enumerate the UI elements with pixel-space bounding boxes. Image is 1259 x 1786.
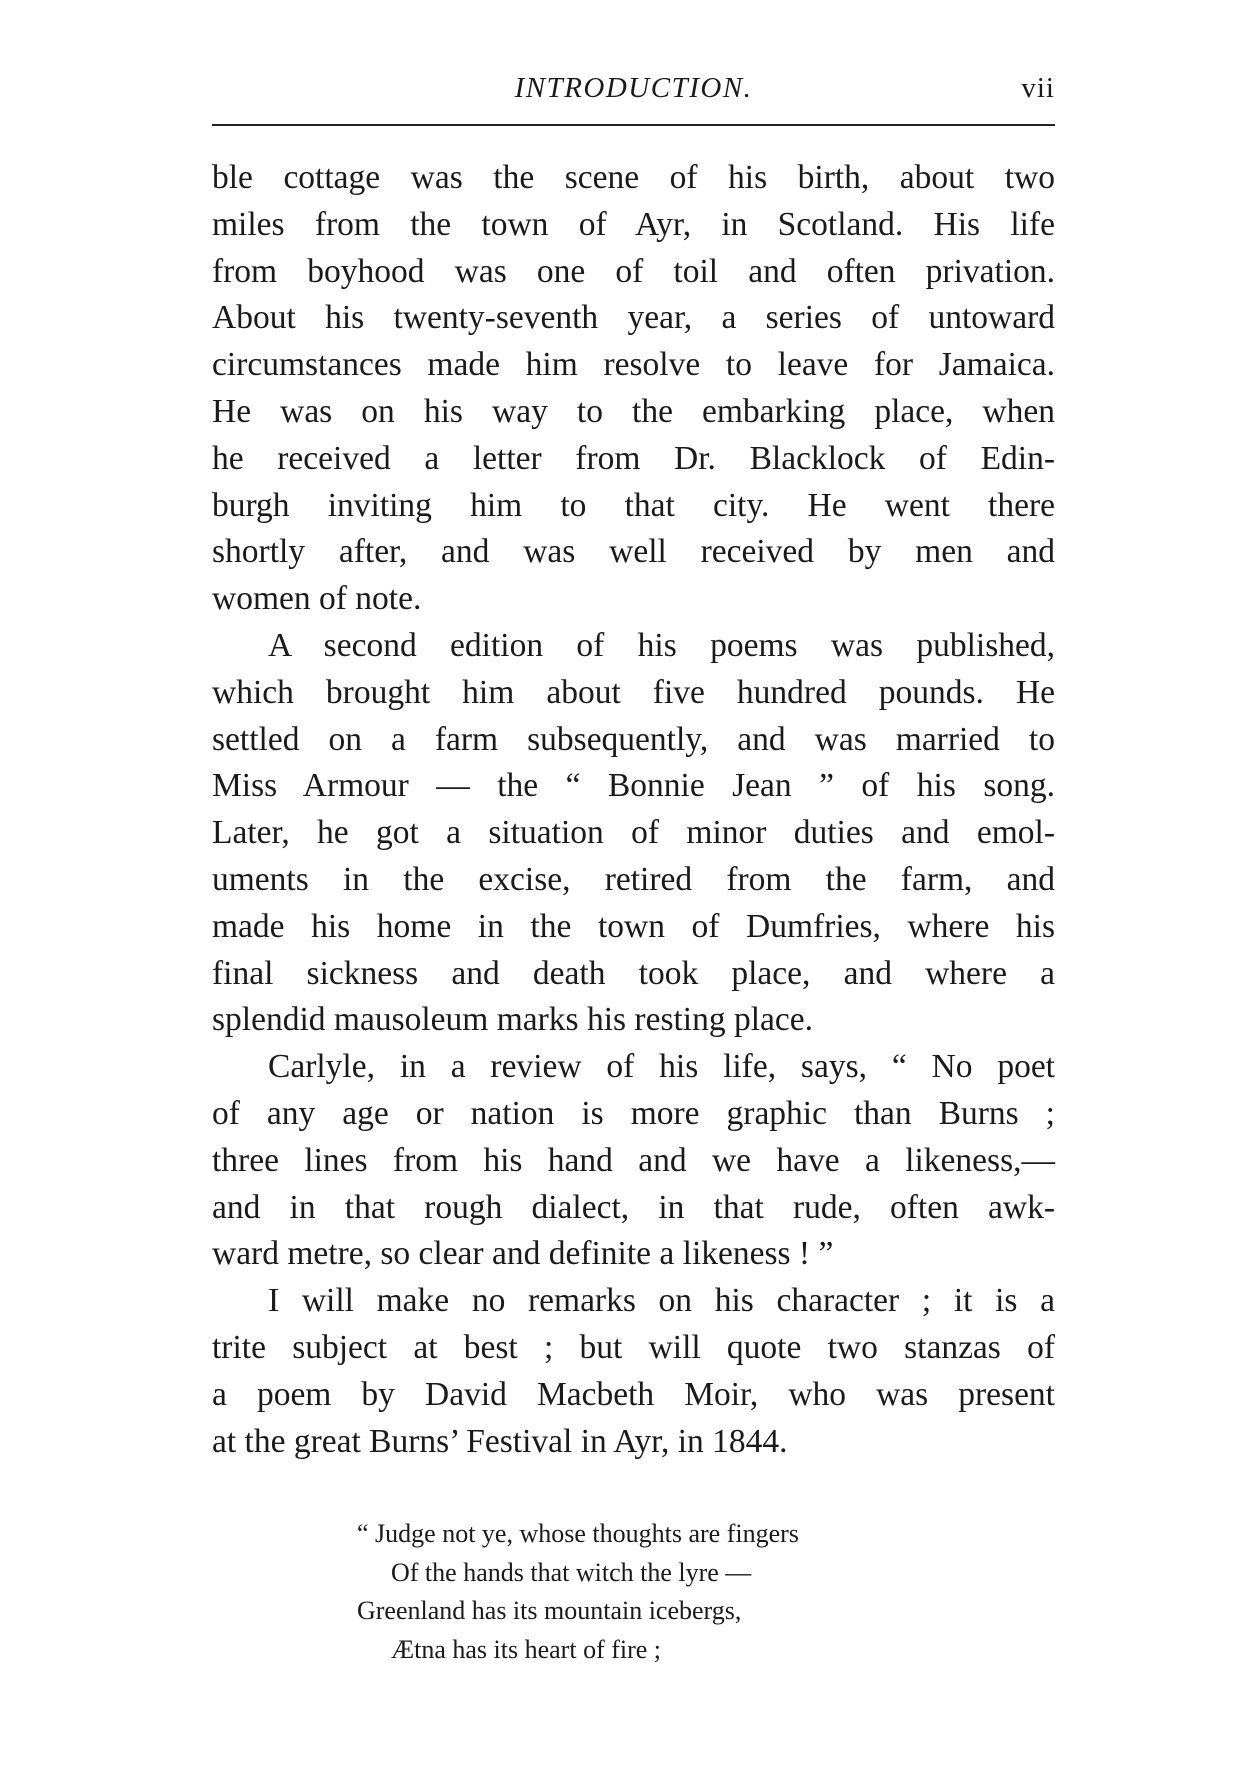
text-line: of any age or nation is more graphic than Burns ; (212, 1094, 1055, 1132)
text-line: Miss Armour — the “ Bonnie Jean ” of his song. (212, 767, 1055, 805)
poem-line: Of the hands that witch the lyre — (391, 1557, 752, 1587)
text-line: He was on his way to the embarking place, when (212, 392, 1055, 430)
paragraph-1 (212, 155, 1055, 623)
text-line: made his home in the town of Dumfries, where his (212, 907, 1055, 945)
paragraph-2 (212, 623, 1055, 1044)
poem-line: “ Judge not ye, whose thoughts are fingers (357, 1519, 799, 1548)
text-line: at the great Burns’ Festival in Ayr, in 1844. (212, 1422, 788, 1460)
header-rule (212, 124, 1055, 126)
text-line: a poem by David Macbeth Moir, who was present (212, 1375, 1055, 1413)
text-line: settled on a farm subsequently, and was married to (212, 720, 1055, 758)
text-line: women of note. (212, 580, 422, 618)
text-line: burgh inviting him to that city. He went there (212, 486, 1055, 524)
text-line: I will make no remarks on his character ; it is a (268, 1282, 1055, 1320)
text-line: three lines from his hand and we have a likeness,— (212, 1141, 1055, 1179)
poem-line: Ætna has its heart of fire ; (391, 1634, 662, 1664)
text-line: which brought him about five hundred pounds. He (212, 673, 1055, 711)
text-line: uments in the excise, retired from the farm, and (212, 860, 1055, 898)
text-line: Later, he got a situation of minor duties and emol- (212, 814, 1055, 852)
text-line: Carlyle, in a review of his life, says, “ No poet (268, 1048, 1055, 1086)
text-line: miles from the town of Ayr, in Scotland. His life (212, 205, 1055, 243)
text-line: shortly after, and was well received by men and (212, 533, 1055, 571)
text-line: circumstances made him resolve to leave for Jamaica. (212, 346, 1055, 384)
text-line: A second edition of his poems was published, (268, 626, 1055, 664)
text-line: from boyhood was one of toil and often privation. (212, 252, 1055, 290)
text-line: ward metre, so clear and definite a likeness ! ” (212, 1235, 834, 1273)
text-line: he received a letter from Dr. Blacklock of Edin- (212, 439, 1055, 477)
paragraph-4 (212, 1278, 1055, 1465)
text-line: and in that rough dialect, in that rude, often awk- (212, 1188, 1055, 1226)
text-line: final sickness and death took place, and where a (212, 954, 1055, 992)
body-text (212, 155, 1055, 1465)
text-line: splendid mausoleum marks his resting place. (212, 1001, 814, 1039)
paragraph-3 (212, 1044, 1055, 1278)
running-title: INTRODUCTION. (514, 72, 753, 104)
text-line: trite subject at best ; but will quote two stanzas of (212, 1328, 1055, 1366)
page-number: vii (1021, 72, 1055, 104)
page-header (212, 72, 1055, 112)
text-line: About his twenty-seventh year, a series of untoward (212, 299, 1055, 337)
poem-stanza (357, 1515, 799, 1669)
poem-line: Greenland has its mountain icebergs, (357, 1596, 742, 1625)
text-line: ble cottage was the scene of his birth, about two (212, 159, 1055, 196)
